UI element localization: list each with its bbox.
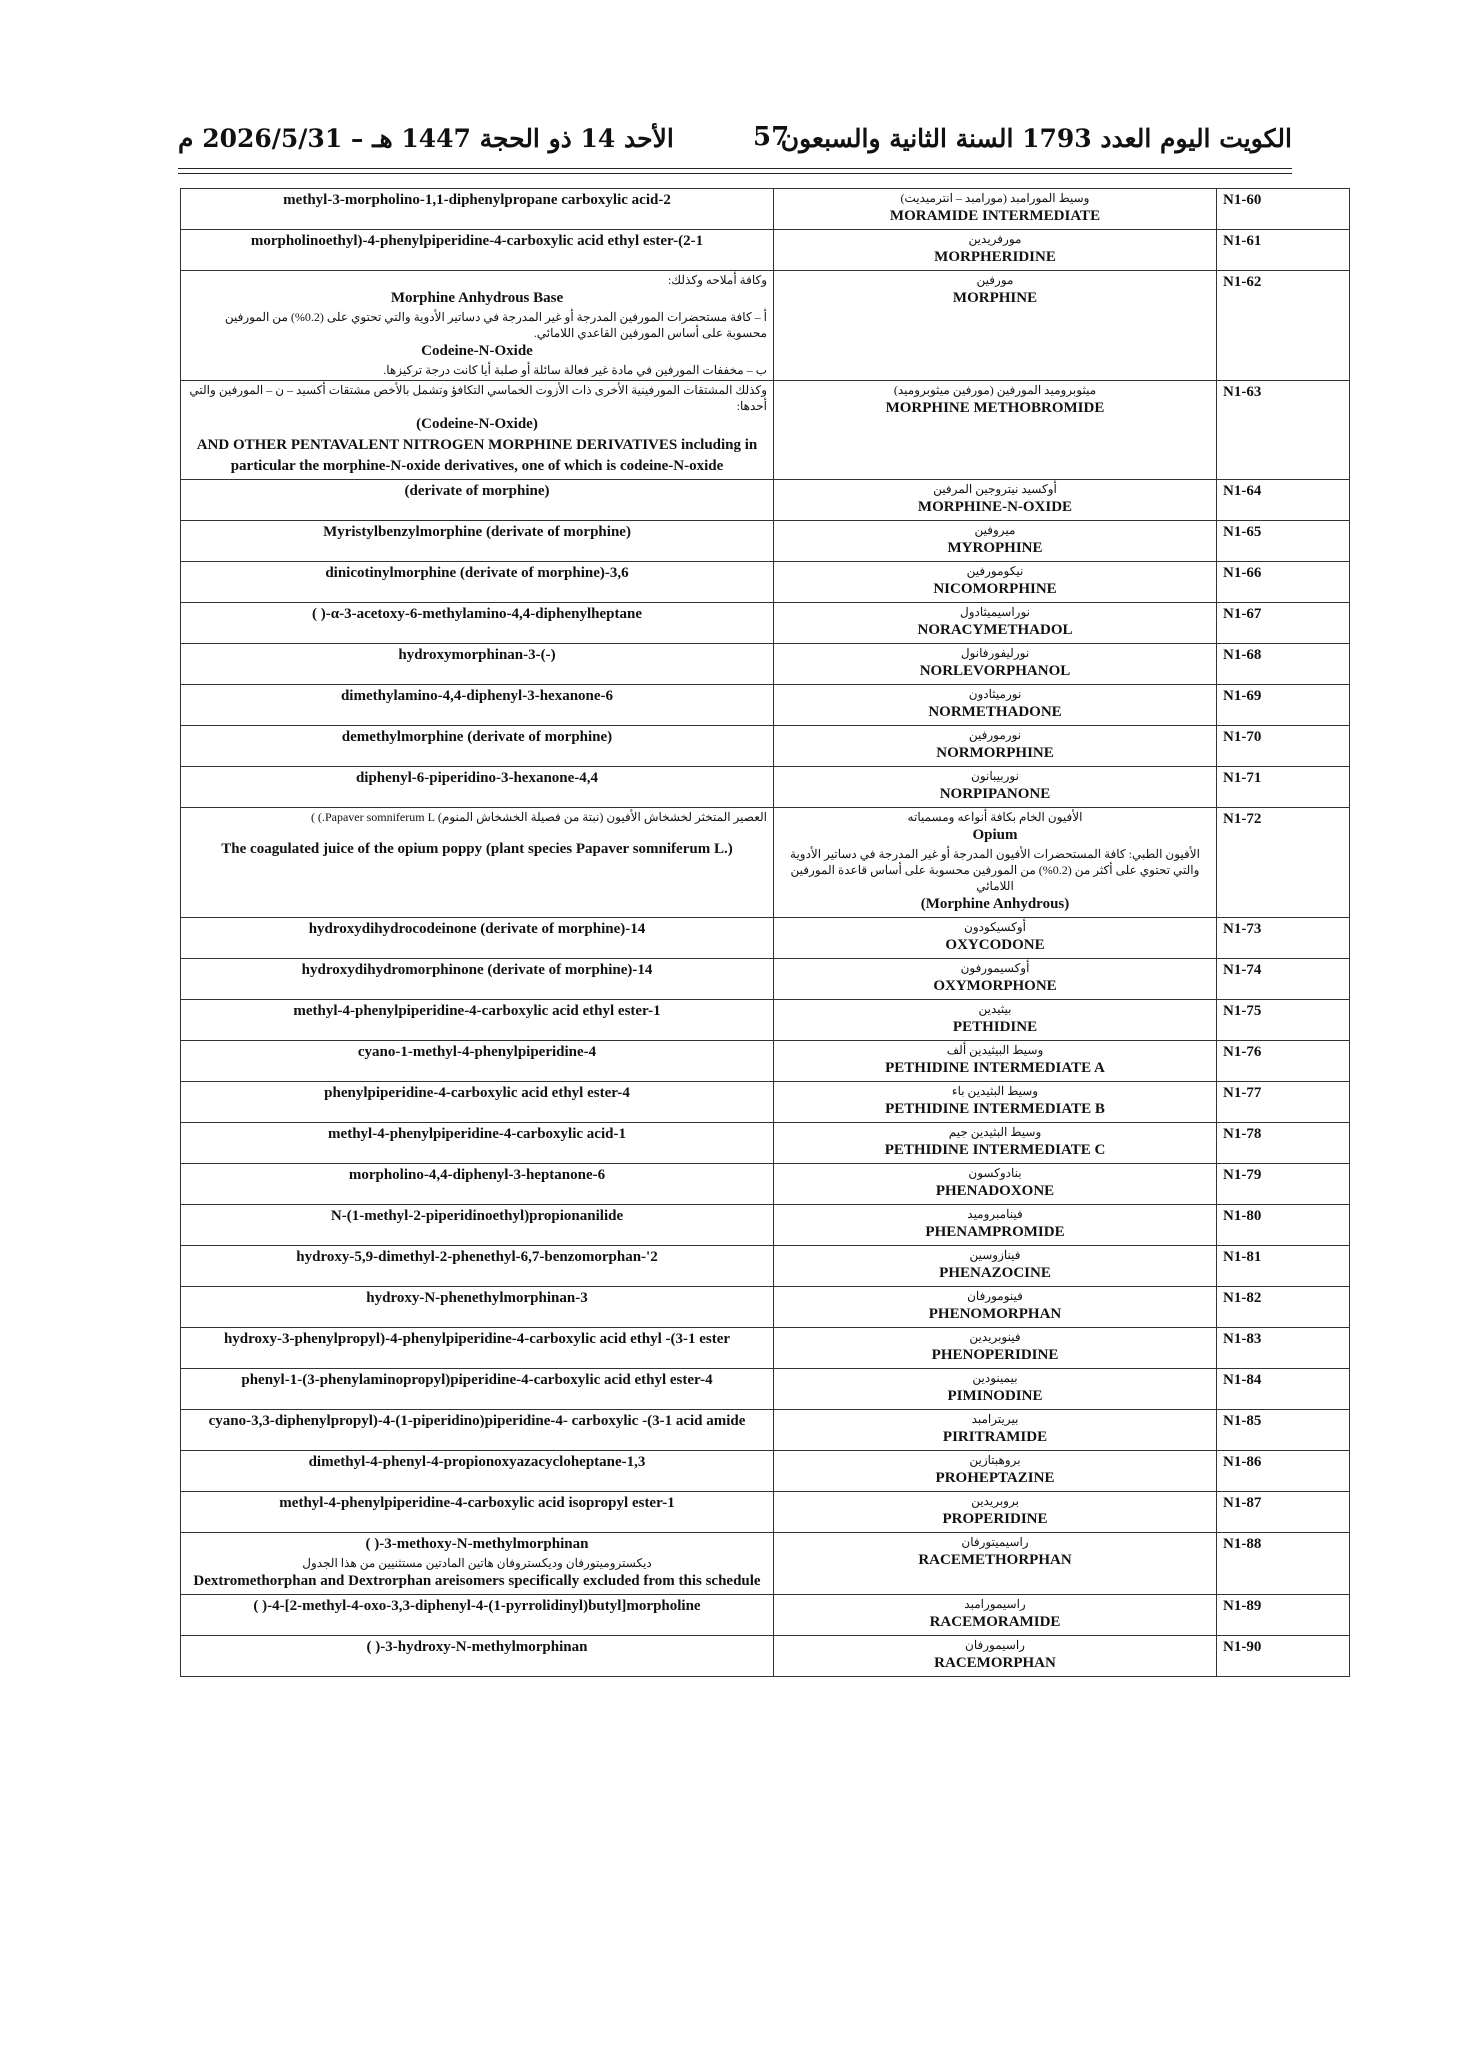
description-cell [181, 1123, 774, 1164]
drug-name-en: PETHIDINE INTERMEDIATE A [885, 1060, 1105, 1076]
drug-name-cell [774, 1287, 1217, 1328]
drug-name-ar: وسيط البثيدين باء [951, 1084, 1039, 1098]
drug-name-en: MORPHINE-N-OXIDE [917, 499, 1073, 515]
drug-name-ar: راسيمورامبد [964, 1597, 1026, 1611]
drug-name-ar: نوربيبانون [971, 769, 1019, 783]
description-ar: وكافة أملاحه وكذلك: [667, 273, 767, 287]
table-row [181, 685, 1350, 726]
code-cell: N1-87 [1217, 1492, 1350, 1533]
drug-name-ar: بروهبتازين [969, 1453, 1021, 1467]
description-en: hydroxydihydrocodeinone (derivate of morphine)-14 [308, 921, 646, 937]
drug-name-en: PIMINODINE [947, 1388, 1043, 1404]
table-row [181, 1164, 1350, 1205]
drug-name-cell [774, 1533, 1217, 1595]
drug-name-ar: فينوبريدين [969, 1330, 1021, 1344]
code-cell: N1-77 [1217, 1082, 1350, 1123]
drug-name-cell [774, 1369, 1217, 1410]
description-en: methyl-4-phenylpiperidine-4-carboxylic acid-1 [328, 1126, 626, 1142]
drug-name-ar: مورفريدين [968, 232, 1022, 246]
table-row [181, 1369, 1350, 1410]
description-en: dimethyl-4-phenyl-4-propionoxyazacycloheptane-1,3 [308, 1454, 646, 1470]
drug-name-ar: بروبريدين [971, 1494, 1019, 1508]
description-en: demethylmorphine (derivate of morphine) [341, 729, 613, 745]
table-row [181, 562, 1350, 603]
drug-name-ar: بنادوكسون [968, 1166, 1022, 1180]
drug-name-en: RACEMETHORPHAN [918, 1552, 1072, 1568]
drug-name-cell [774, 1205, 1217, 1246]
description-en: hydroxy-5,9-dimethyl-2-phenethyl-6,7-benzomorphan-'2 [296, 1249, 658, 1265]
drug-name-en: NORACYMETHADOL [917, 622, 1073, 638]
description-en: Dextromethorphan and Dextrorphan areisomers specifically excluded from this schedule [193, 1573, 761, 1589]
spacer [187, 825, 767, 839]
table-row [181, 1287, 1350, 1328]
drug-name-en: RACEMORPHAN [934, 1655, 1056, 1671]
description-cell [181, 1410, 774, 1451]
table-row [181, 271, 1350, 381]
drug-name-en: NORPIPANONE [939, 786, 1051, 802]
description-en: morpholinoethyl)-4-phenylpiperidine-4-carboxylic acid ethyl ester-(2-1 [250, 233, 704, 249]
table-row [181, 1082, 1350, 1123]
table-row [181, 1205, 1350, 1246]
description-cell [181, 1533, 774, 1595]
drug-name-en: OXYCODONE [945, 937, 1045, 953]
drug-name-cell [774, 1328, 1217, 1369]
drug-name-cell [774, 271, 1217, 381]
description-cell [181, 808, 774, 918]
drug-name-cell [774, 480, 1217, 521]
drug-name-cell [774, 562, 1217, 603]
description-en: N-(1-methyl-2-piperidinoethyl)propionanilide [330, 1208, 624, 1224]
description-en: hydroxydihydromorphinone (derivate of morphine)-14 [301, 962, 653, 978]
drug-name-en: PETHIDINE INTERMEDIATE B [885, 1101, 1105, 1117]
drug-name-cell [774, 726, 1217, 767]
drug-name-cell [774, 1246, 1217, 1287]
drug-name-ar: نورميثادون [968, 687, 1022, 701]
table-row [181, 1410, 1350, 1451]
header-rule-top [178, 168, 1292, 169]
description-cell [181, 959, 774, 1000]
code-cell: N1-85 [1217, 1410, 1350, 1451]
drug-name-ar: أوكسيد نيتروجين المرفين [933, 482, 1057, 496]
drug-name-ar: فينامبروميد [967, 1207, 1023, 1221]
drug-name-cell [774, 1410, 1217, 1451]
code-cell: N1-65 [1217, 521, 1350, 562]
table-row [181, 644, 1350, 685]
description-cell [181, 1492, 774, 1533]
drug-name-cell [774, 644, 1217, 685]
description-en: Myristylbenzylmorphine (derivate of morphine) [323, 524, 631, 540]
description-en: phenyl-1-(3-phenylaminopropyl)piperidine-4-carboxylic acid ethyl ester-4 [241, 1372, 713, 1388]
table-row [181, 381, 1350, 480]
description-cell [181, 521, 774, 562]
description-cell [181, 562, 774, 603]
drug-name-cell [774, 521, 1217, 562]
description-en: methyl-3-morpholino-1,1-diphenylpropane carboxylic acid-2 [283, 192, 671, 208]
description-cell [181, 1328, 774, 1369]
code-cell: N1-71 [1217, 767, 1350, 808]
drug-name-en: PROHEPTAZINE [935, 1470, 1055, 1486]
drug-name-ar: بيمينودين [972, 1371, 1018, 1385]
drug-name-en: MORPHINE [952, 290, 1038, 306]
drug-name-cell [774, 1451, 1217, 1492]
drug-name-en: MORPHINE METHOBROMIDE [885, 400, 1105, 416]
table-row [181, 1000, 1350, 1041]
drug-name-en: OXYMORPHONE [933, 978, 1057, 994]
code-cell: N1-70 [1217, 726, 1350, 767]
drug-name-cell [774, 767, 1217, 808]
code-cell: N1-78 [1217, 1123, 1350, 1164]
code-cell: N1-82 [1217, 1287, 1350, 1328]
code-cell: N1-66 [1217, 562, 1350, 603]
description-en: (Codeine-N-Oxide) [416, 416, 538, 432]
code-cell: N1-74 [1217, 959, 1350, 1000]
drug-name-cell [774, 1082, 1217, 1123]
drug-name-en: NORMETHADONE [928, 704, 1062, 720]
code-cell: N1-83 [1217, 1328, 1350, 1369]
description-en: cyano-1-methyl-4-phenylpiperidine-4 [357, 1044, 597, 1060]
schedule-body [181, 189, 1350, 1677]
code-cell: N1-64 [1217, 480, 1350, 521]
drug-name-cell [774, 603, 1217, 644]
table-row [181, 1451, 1350, 1492]
code-cell: N1-68 [1217, 644, 1350, 685]
description-cell [181, 685, 774, 726]
drug-name-cell [774, 189, 1217, 230]
table-row [181, 603, 1350, 644]
description-cell [181, 1082, 774, 1123]
header-date: الأحد 14 ذو الحجة 1447 هـ – 2026/5/31 م [178, 124, 674, 153]
table-row [181, 1123, 1350, 1164]
code-cell: N1-62 [1217, 271, 1350, 381]
description-en: (derivate of morphine) [404, 483, 550, 499]
code-cell: N1-63 [1217, 381, 1350, 480]
description-cell [181, 1041, 774, 1082]
description-en: The coagulated juice of the opium poppy (plant species Papaver somniferum L.) [221, 841, 733, 857]
drug-name-en: PHENOPERIDINE [931, 1347, 1059, 1363]
drug-name-cell [774, 685, 1217, 726]
drug-name-ar: نوراسيميثادول [959, 605, 1031, 619]
drug-name-cell [774, 1164, 1217, 1205]
description-cell [181, 1246, 774, 1287]
description-cell [181, 1369, 774, 1410]
code-cell: N1-76 [1217, 1041, 1350, 1082]
drug-name-ar: وسيط المورامبد (مورامبد – انترميديت) [900, 191, 1090, 205]
drug-note-en: (Morphine Anhydrous) [920, 896, 1070, 912]
description-cell [181, 230, 774, 271]
code-cell: N1-79 [1217, 1164, 1350, 1205]
drug-name-ar: وسيط البيثيدين ألف [946, 1043, 1044, 1057]
description-en: AND OTHER PENTAVALENT NITROGEN MORPHINE DERIVATIVES including in particular the morphine-N-oxide derivatives, one of which is codeine-N-oxide [196, 437, 758, 474]
drug-name-cell [774, 1123, 1217, 1164]
drug-name-ar: أوكسيكودون [964, 920, 1026, 934]
drug-name-en: MYROPHINE [947, 540, 1043, 556]
header-gazette-title: الكويت اليوم العدد 1793 السنة الثانية والسبعون [780, 124, 1292, 153]
page-number: 57 [753, 122, 790, 152]
drug-name-en: Opium [972, 827, 1018, 843]
table-row [181, 767, 1350, 808]
code-cell: N1-60 [1217, 189, 1350, 230]
drug-name-en: NORMORPHINE [936, 745, 1054, 761]
header-rule-bottom [178, 173, 1292, 174]
drug-name-en: PHENOMORPHAN [928, 1306, 1062, 1322]
drug-name-ar: مورفين [976, 273, 1014, 287]
description-cell [181, 271, 774, 381]
drug-name-en: NORLEVORPHANOL [919, 663, 1071, 679]
drug-name-cell [774, 808, 1217, 918]
description-cell [181, 381, 774, 480]
narcotics-schedule-table [180, 188, 1350, 1677]
description-cell [181, 767, 774, 808]
code-cell: N1-67 [1217, 603, 1350, 644]
description-en: hydroxy-N-phenethylmorphinan-3 [366, 1290, 588, 1306]
code-cell: N1-84 [1217, 1369, 1350, 1410]
description-cell [181, 644, 774, 685]
description-cell [181, 480, 774, 521]
description-cell [181, 918, 774, 959]
table-row [181, 480, 1350, 521]
code-cell: N1-86 [1217, 1451, 1350, 1492]
drug-name-en: PETHIDINE INTERMEDIATE C [884, 1142, 1106, 1158]
drug-name-en: NICOMORPHINE [933, 581, 1057, 597]
table-row [181, 959, 1350, 1000]
drug-name-cell [774, 230, 1217, 271]
description-en: hydroxymorphinan-3-(-) [398, 647, 556, 663]
table-row [181, 1492, 1350, 1533]
drug-name-en: PHENAZOCINE [939, 1265, 1051, 1281]
drug-name-cell [774, 1000, 1217, 1041]
description-cell [181, 1636, 774, 1677]
code-cell: N1-72 [1217, 808, 1350, 918]
drug-name-ar: بيثيدين [978, 1002, 1012, 1016]
page-header [178, 118, 1292, 162]
drug-name-en: PHENADOXONE [935, 1183, 1055, 1199]
description-en: cyano-3,3-diphenylpropyl)-4-(1-piperidino)piperidine-4- carboxylic -(3-1 acid amide [208, 1413, 746, 1429]
description-en: Codeine-N-Oxide [421, 343, 533, 359]
drug-name-en: PHENAMPROMIDE [925, 1224, 1065, 1240]
drug-name-en: PROPERIDINE [942, 1511, 1048, 1527]
code-cell: N1-75 [1217, 1000, 1350, 1041]
code-cell: N1-88 [1217, 1533, 1350, 1595]
drug-name-ar: نيكومورفين [966, 564, 1024, 578]
drug-name-cell [774, 1636, 1217, 1677]
table-row [181, 521, 1350, 562]
description-cell [181, 1164, 774, 1205]
description-ar: وكذلك المشتقات المورفينية الأخرى ذات الأزوت الخماسي التكافؤ وتشمل بالأخص مشتقات أكسيد – ن – المورفين والتي أحدها: [189, 383, 767, 413]
drug-name-ar: نورمورفين [968, 728, 1022, 742]
description-cell [181, 1451, 774, 1492]
description-ar: ديكستروميتورفان وديكستروفان هاتين المادتين مستثنيين من هذا الجدول [302, 1556, 652, 1570]
description-en: ( )-3-methoxy-N-methylmorphinan [365, 1536, 589, 1552]
code-cell: N1-89 [1217, 1595, 1350, 1636]
drug-name-cell [774, 381, 1217, 480]
table-row [181, 918, 1350, 959]
description-ar: أ – كافة مستحضرات المورفين المدرجة أو غير المدرجة في دساتير الأدوية والتي تحتوي على (0.2%) من المورفين محسوبة على أساس المورفين القاعدي اللامائي. [224, 310, 767, 340]
description-cell [181, 603, 774, 644]
description-cell [181, 1595, 774, 1636]
table-row [181, 230, 1350, 271]
description-cell [181, 726, 774, 767]
drug-name-ar: أوكسيمورفون [960, 961, 1030, 975]
description-cell [181, 1000, 774, 1041]
table-row [181, 1636, 1350, 1677]
description-cell [181, 189, 774, 230]
description-en: methyl-4-phenylpiperidine-4-carboxylic acid ethyl ester-1 [293, 1003, 661, 1019]
drug-name-cell [774, 1595, 1217, 1636]
description-en: hydroxy-3-phenylpropyl)-4-phenylpiperidine-4-carboxylic acid ethyl -(3-1 ester [223, 1331, 731, 1347]
drug-name-ar: راسيميتورفان [961, 1535, 1029, 1549]
table-row [181, 1533, 1350, 1595]
drug-name-cell [774, 1041, 1217, 1082]
code-cell: N1-73 [1217, 918, 1350, 959]
table-row [181, 189, 1350, 230]
code-cell: N1-61 [1217, 230, 1350, 271]
code-cell: N1-90 [1217, 1636, 1350, 1677]
code-cell: N1-69 [1217, 685, 1350, 726]
description-en: ( )-3-hydroxy-N-methylmorphinan [366, 1639, 588, 1655]
description-en: ( )-4-[2-methyl-4-oxo-3,3-diphenyl-4-(1-pyrrolidinyl)butyl]morpholine [253, 1598, 701, 1614]
drug-name-en: PETHIDINE [952, 1019, 1038, 1035]
description-cell [181, 1287, 774, 1328]
description-en: dimethylamino-4,4-diphenyl-3-hexanone-6 [340, 688, 614, 704]
table-row [181, 808, 1350, 918]
table-row [181, 1328, 1350, 1369]
drug-name-ar: راسيمورفان [965, 1638, 1025, 1652]
description-ar: العصير المتخثر لخشخاش الأفيون (نبتة من فصيلة الخشخاش المنوم) Papaver somniferum L.) ) [310, 810, 767, 824]
table-row [181, 1595, 1350, 1636]
description-en: phenylpiperidine-4-carboxylic acid ethyl ester-4 [324, 1085, 630, 1101]
drug-name-ar: نورليفورفانول [960, 646, 1030, 660]
drug-name-ar: ميثوبروميد المورفين (مورفين ميثوبروميد) [893, 383, 1097, 397]
description-ar: ب – مخففات المورفين في مادة غير فعالة سائلة أو صلبة أيا كانت درجة تركيزها. [383, 363, 767, 377]
drug-name-ar: ميروفين [974, 523, 1016, 537]
drug-name-ar: فينازوسين [969, 1248, 1021, 1262]
drug-name-en: MORPHERIDINE [934, 249, 1056, 265]
description-en: Morphine Anhydrous Base [390, 290, 564, 306]
description-en: dinicotinylmorphine (derivate of morphine)-3,6 [325, 565, 629, 581]
code-cell: N1-80 [1217, 1205, 1350, 1246]
drug-name-ar: بيريترامبد [971, 1412, 1019, 1426]
drug-name-ar: وسيط البثيدين جيم [948, 1125, 1042, 1139]
drug-name-ar: فينومورفان [967, 1289, 1023, 1303]
drug-name-cell [774, 959, 1217, 1000]
description-en: morpholino-4,4-diphenyl-3-heptanone-6 [348, 1167, 606, 1183]
description-en: diphenyl-6-piperidino-3-hexanone-4,4 [355, 770, 599, 786]
description-en: ( )-α-3-acetoxy-6-methylamino-4,4-diphenylheptane [312, 606, 642, 622]
description-cell [181, 1205, 774, 1246]
table-row [181, 1246, 1350, 1287]
drug-name-en: RACEMORAMIDE [929, 1614, 1061, 1630]
drug-note-ar: الأفيون الطبي: كافة المستحضرات الأفيون المدرجة أو غير المدرجة في دساتير الأدوية والتي تحتوي على أكثر من (0.2%) من المورفين محسوبة على أساس قاعدة المورفين اللامائي [790, 847, 1200, 893]
code-cell: N1-81 [1217, 1246, 1350, 1287]
drug-name-cell [774, 918, 1217, 959]
description-en: methyl-4-phenylpiperidine-4-carboxylic acid isopropyl ester-1 [279, 1495, 675, 1511]
drug-name-ar: الأفيون الخام بكافة أنواعه ومسمياته [907, 810, 1083, 824]
table-row [181, 726, 1350, 767]
drug-name-en: MORAMIDE INTERMEDIATE [889, 208, 1101, 224]
drug-name-cell [774, 1492, 1217, 1533]
drug-name-en: PIRITRAMIDE [942, 1429, 1048, 1445]
table-row [181, 1041, 1350, 1082]
